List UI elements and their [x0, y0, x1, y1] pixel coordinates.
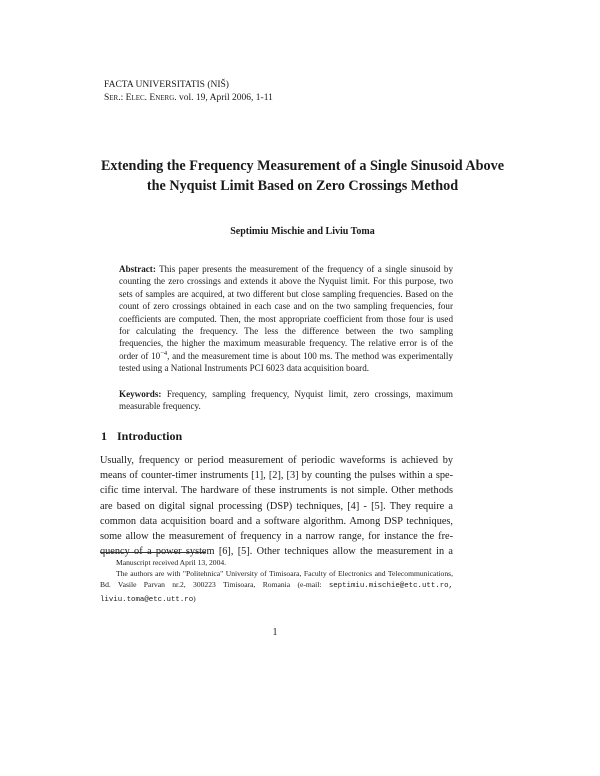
keywords-text: Frequency, sampling frequency, Nyquist limit, zero crossings, maximum measurable frequency.	[119, 389, 453, 412]
abstract	[119, 263, 453, 375]
abstract-text-after: , and the measurement time is about 100 ms. The method was experimentally tested using a National Instruments PCI 6023 data acquisition board.	[119, 350, 454, 374]
section-number: 1	[101, 429, 107, 443]
abstract-label: Abstract:	[119, 264, 156, 274]
footnote-rule	[100, 552, 206, 553]
section-title: Introduction	[117, 429, 183, 443]
body-line: Usually, frequency or period measurement of periodic waveforms is achieved by	[100, 455, 453, 466]
body-line: cific time interval. The hardware of these instruments is not simple. Other methods	[100, 485, 453, 497]
body-line: quency of a power system [6], [5]. Other techniques allow the measurement in a	[100, 546, 453, 558]
footnote-received: Manuscript received April 13, 2004.	[116, 558, 227, 567]
paper-title: Extending the Frequency Measurement of a Single Sinusoid Above the Nyquist Limit Based on Zero Crossings Method	[100, 158, 505, 194]
section-heading	[101, 429, 182, 444]
journal-name: FACTA UNIVERSITATIS (NIŠ)	[104, 80, 229, 90]
keywords	[119, 388, 453, 413]
page-number: 1	[272, 627, 278, 638]
journal-issue	[104, 92, 273, 105]
body-line: common data acquisition board and a software algorithm. Among DSP techniques,	[100, 515, 453, 527]
journal-header	[104, 79, 273, 105]
body-line: some allow the measurement of frequency in a narrow range, for instance the fre-	[100, 531, 453, 543]
footnote-emails: septimiu.mischie@etc.utt.ro, liviu.toma@etc.utt.ro	[100, 582, 453, 604]
body-text	[100, 453, 453, 559]
body-line: are based on digital signal processing (DSP) techniques, [4] - [5]. They require a	[100, 500, 453, 512]
footnotes	[100, 557, 453, 606]
paper-authors: Septimiu Mischie and Liviu Toma	[230, 226, 375, 237]
footnote-affiliation-text: The authors are with "Politehnica" University of Timisoara, Faculty of Electronics and Telecommunications, Bd. Vasile Parvan nr.2, 300223 Timisoara, Romania (e-mail:	[100, 569, 453, 590]
journal-volume: vol. 19, April 2006, 1-11	[179, 93, 273, 103]
body-line: means of counter-timer instruments [1], [2], [3] by counting the pulses within a spe-	[100, 470, 453, 482]
journal-series: Ser.: Elec. Energ.	[104, 93, 177, 103]
abstract-exponent: −4	[160, 349, 168, 357]
footnote-close: )	[193, 593, 196, 603]
abstract-text: This paper presents the measurement of the frequency of a single sinusoid by counting the zero crossings and extends it above the Nyquist limit. For this purpose, two sets of samples are acquired, at two different but close sampling frequencies. Based on the count of zero crossings obtained in each case and on the two sampling frequencies, four coefficients are computed. Then, the most appropriate coefficient from those four is used for calculating the frequency. The less the difference between the two sampling frequencies, the higher the maximum measurable frequency. The relative error is of the order of 10	[119, 264, 453, 361]
footnote-affiliation	[100, 568, 453, 606]
keywords-label: Keywords:	[119, 389, 162, 399]
